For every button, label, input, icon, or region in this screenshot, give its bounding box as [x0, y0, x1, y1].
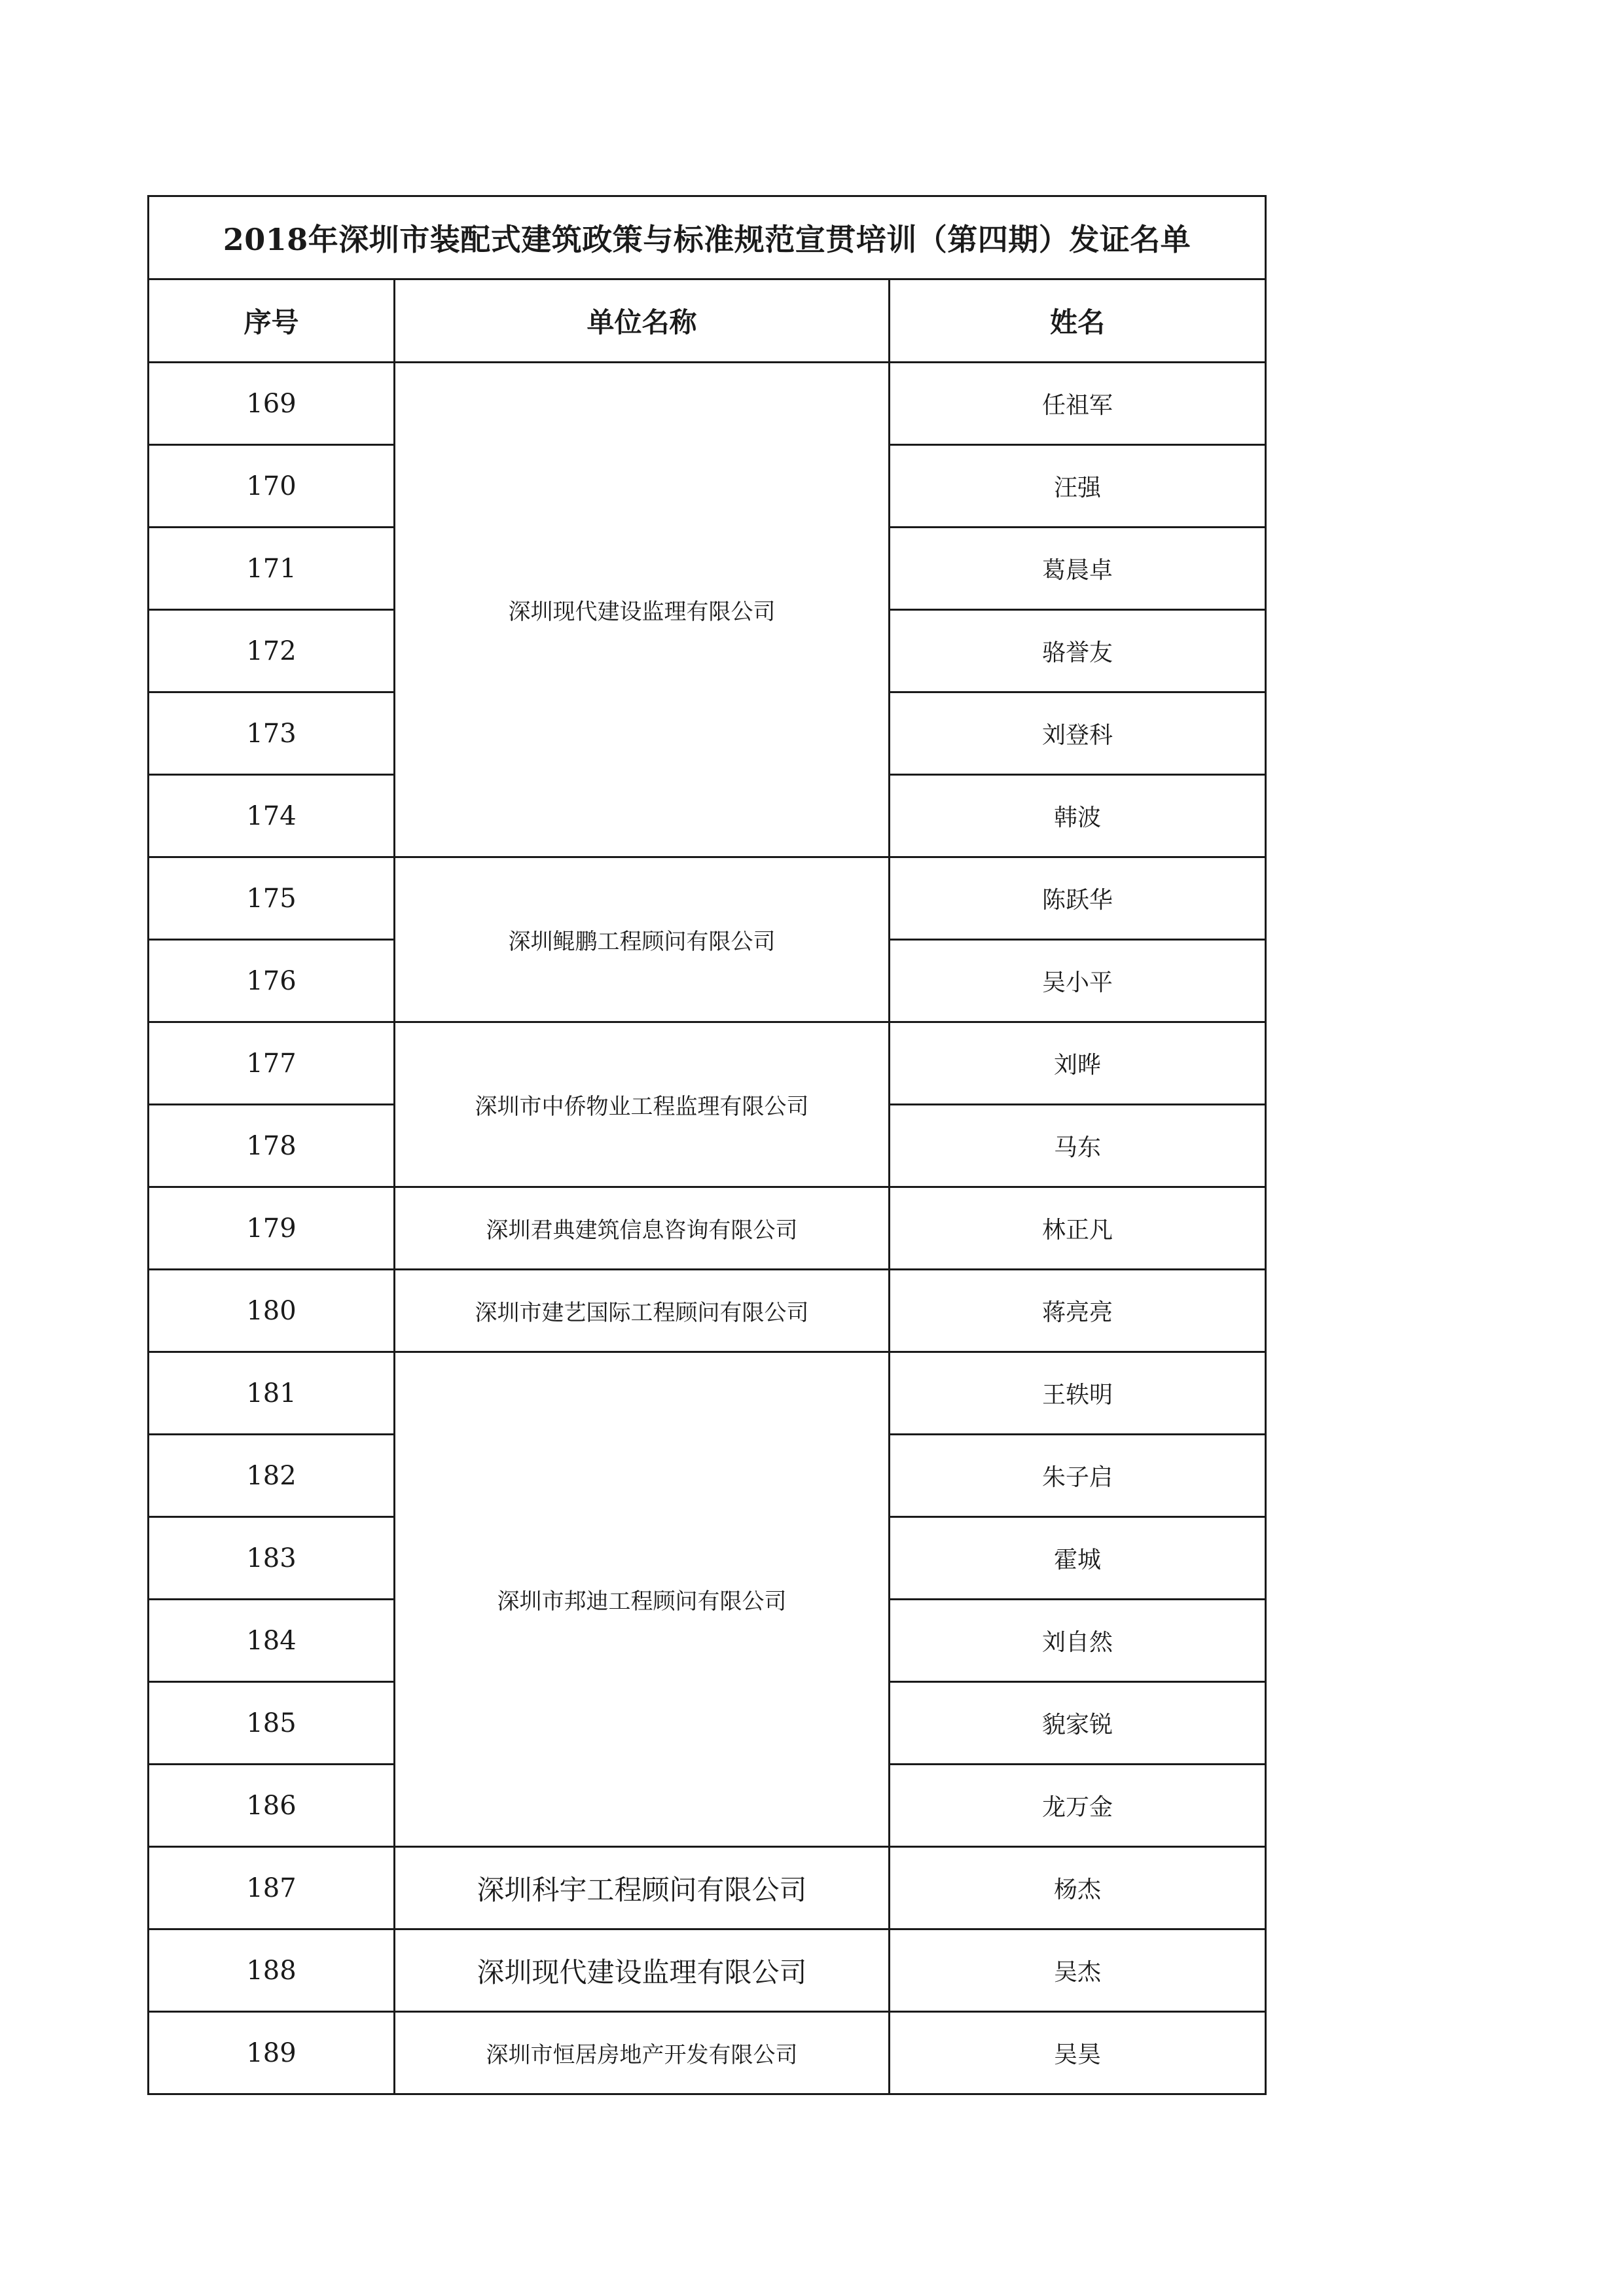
row-name: 王轶明	[890, 1352, 1266, 1435]
row-name: 葛晨卓	[890, 528, 1266, 610]
table-row	[149, 1847, 1266, 1929]
row-index: 186	[149, 1765, 395, 1847]
table-row	[149, 363, 1266, 445]
row-index: 175	[149, 857, 395, 940]
row-name: 骆誉友	[890, 610, 1266, 692]
row-unit: 深圳市建艺国际工程顾问有限公司	[395, 1270, 890, 1352]
table-row	[149, 1270, 1266, 1352]
table-row	[149, 857, 1266, 940]
table-row	[149, 1022, 1266, 1105]
row-index: 180	[149, 1270, 395, 1352]
row-name: 任祖军	[890, 363, 1266, 445]
row-unit: 深圳科宇工程顾问有限公司	[395, 1847, 890, 1929]
row-name: 龙万金	[890, 1765, 1266, 1847]
row-index: 171	[149, 528, 395, 610]
row-index: 173	[149, 692, 395, 775]
row-index: 185	[149, 1682, 395, 1765]
row-unit: 深圳鲲鹏工程顾问有限公司	[395, 857, 890, 1022]
row-unit: 深圳君典建筑信息咨询有限公司	[395, 1187, 890, 1270]
row-name: 马东	[890, 1105, 1266, 1187]
row-name: 林正凡	[890, 1187, 1266, 1270]
row-index: 183	[149, 1517, 395, 1600]
row-name: 吴小平	[890, 940, 1266, 1022]
row-name: 霍城	[890, 1517, 1266, 1600]
row-unit: 深圳市中侨物业工程监理有限公司	[395, 1022, 890, 1187]
row-index: 184	[149, 1600, 395, 1682]
row-name: 刘自然	[890, 1600, 1266, 1682]
row-index: 170	[149, 445, 395, 528]
row-name: 汪强	[890, 445, 1266, 528]
row-name: 刘晔	[890, 1022, 1266, 1105]
row-index: 179	[149, 1187, 395, 1270]
row-index: 188	[149, 1929, 395, 2012]
row-unit: 深圳现代建设监理有限公司	[395, 1929, 890, 2012]
row-index: 172	[149, 610, 395, 692]
row-name: 貌家锐	[890, 1682, 1266, 1765]
row-name: 刘登科	[890, 692, 1266, 775]
title-row	[149, 196, 1266, 279]
table-title: 2018年深圳市装配式建筑政策与标准规范宣贯培训（第四期）发证名单	[149, 196, 1266, 279]
row-index: 182	[149, 1435, 395, 1517]
row-index: 181	[149, 1352, 395, 1435]
row-unit: 深圳市恒居房地产开发有限公司	[395, 2012, 890, 2094]
row-index: 177	[149, 1022, 395, 1105]
row-name: 陈跃华	[890, 857, 1266, 940]
row-index: 178	[149, 1105, 395, 1187]
row-name: 朱子启	[890, 1435, 1266, 1517]
row-name: 蒋亮亮	[890, 1270, 1266, 1352]
column-header-unit: 单位名称	[395, 279, 890, 363]
certificate-roster-table	[147, 195, 1267, 2095]
row-unit: 深圳市邦迪工程顾问有限公司	[395, 1352, 890, 1847]
row-index: 189	[149, 2012, 395, 2094]
table-row	[149, 1187, 1266, 1270]
table-row	[149, 2012, 1266, 2094]
row-name: 韩波	[890, 775, 1266, 857]
row-index: 187	[149, 1847, 395, 1929]
row-index: 169	[149, 363, 395, 445]
column-header-name: 姓名	[890, 279, 1266, 363]
header-row	[149, 279, 1266, 363]
table-row	[149, 1929, 1266, 2012]
row-name: 吴杰	[890, 1929, 1266, 2012]
table-row	[149, 1352, 1266, 1435]
column-header-index: 序号	[149, 279, 395, 363]
row-index: 174	[149, 775, 395, 857]
row-index: 176	[149, 940, 395, 1022]
row-unit: 深圳现代建设监理有限公司	[395, 363, 890, 857]
row-name: 杨杰	[890, 1847, 1266, 1929]
row-name: 吴昊	[890, 2012, 1266, 2094]
